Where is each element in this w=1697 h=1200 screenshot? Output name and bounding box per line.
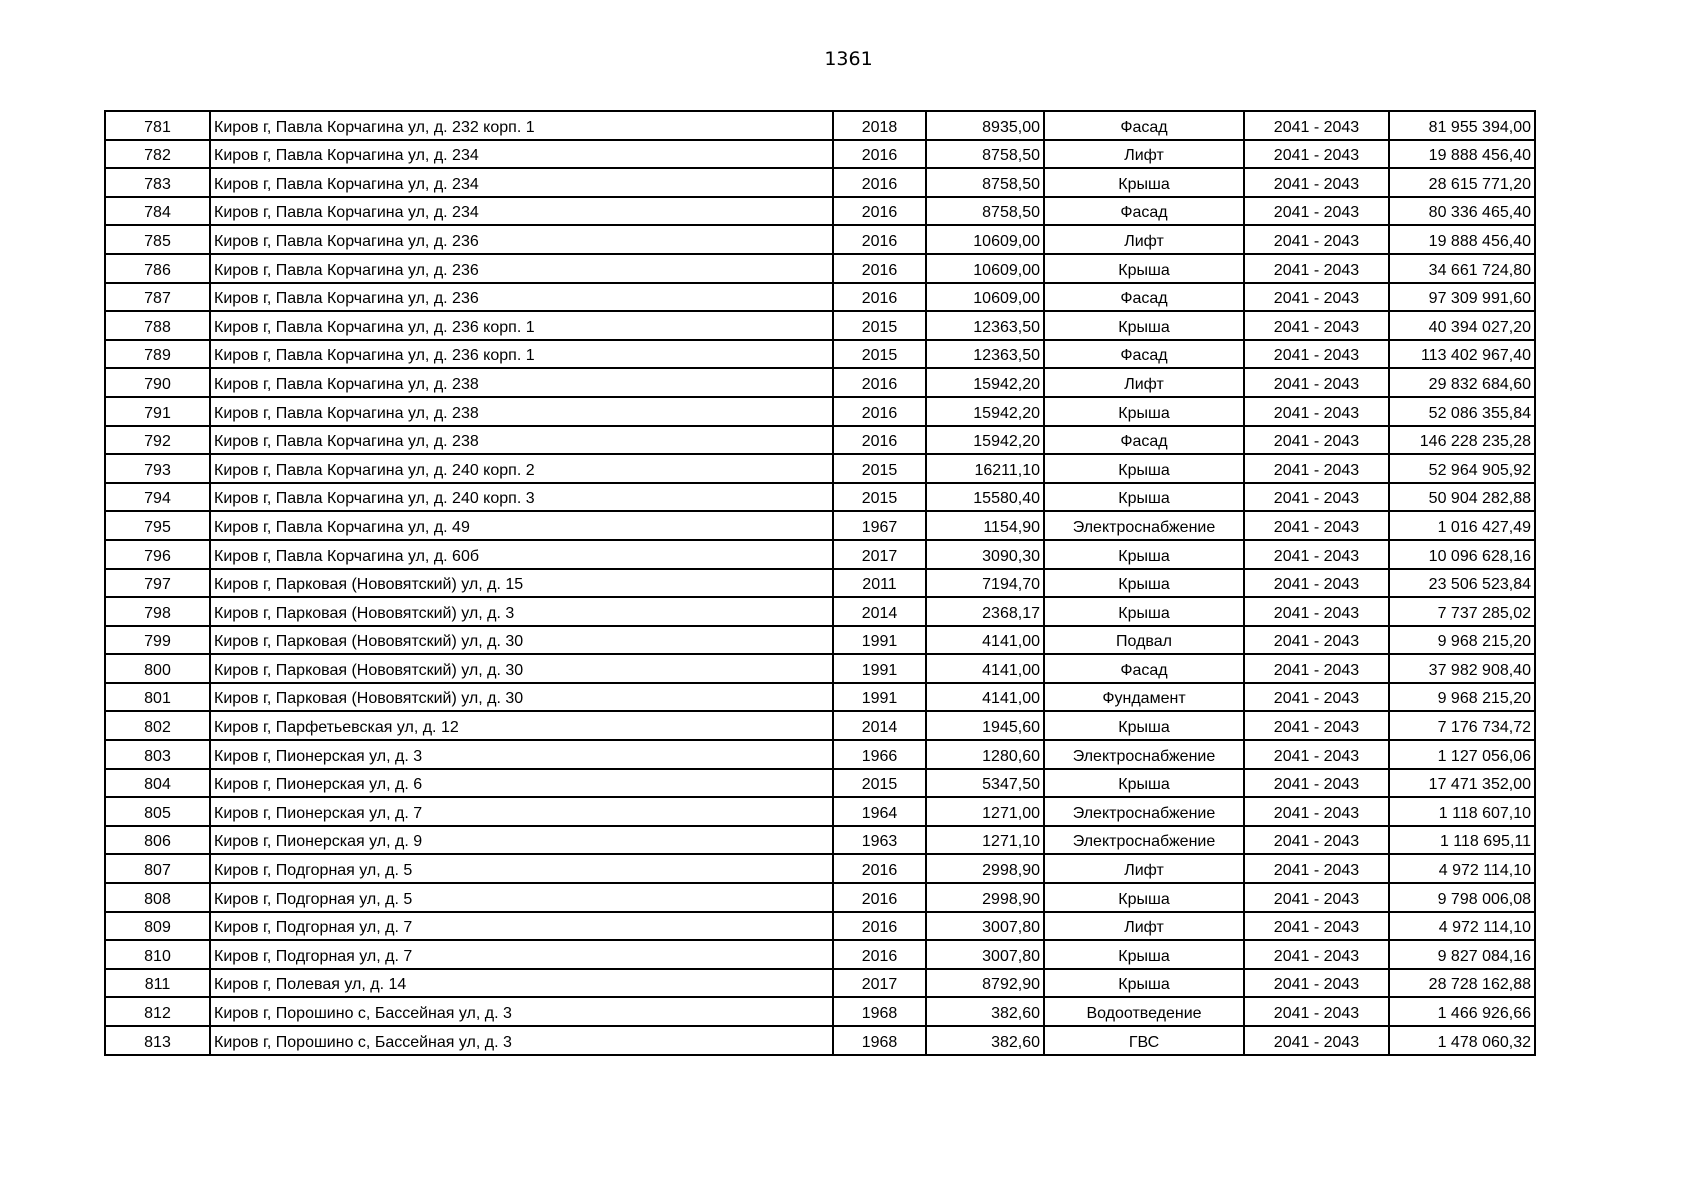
table-row (105, 540, 1535, 569)
table-row (105, 711, 1535, 740)
period-cell: 2041 - 2043 (1244, 740, 1389, 769)
table-row (105, 483, 1535, 512)
row-number-cell: 781 (105, 111, 210, 140)
area-cell: 10609,00 (926, 225, 1044, 254)
period-cell: 2041 - 2043 (1244, 426, 1389, 455)
table-row (105, 197, 1535, 226)
table-row (105, 140, 1535, 169)
page-number: 1361 (824, 48, 873, 70)
work-type-cell: Крыша (1044, 883, 1244, 912)
work-type-cell: Электроснабжение (1044, 740, 1244, 769)
year-cell: 1963 (833, 826, 926, 855)
table-row (105, 826, 1535, 855)
cost-cell: 146 228 235,28 (1389, 426, 1535, 455)
table-row (105, 340, 1535, 369)
table-row (105, 1026, 1535, 1055)
address-cell: Киров г, Павла Корчагина ул, д. 238 (210, 397, 833, 426)
address-cell: Киров г, Павла Корчагина ул, д. 236 (210, 254, 833, 283)
address-cell: Киров г, Порошино с, Бассейная ул, д. 3 (210, 1026, 833, 1055)
period-cell: 2041 - 2043 (1244, 997, 1389, 1026)
year-cell: 1964 (833, 797, 926, 826)
row-number-cell: 808 (105, 883, 210, 912)
row-number-cell: 782 (105, 140, 210, 169)
cost-cell: 9 827 084,16 (1389, 940, 1535, 969)
area-cell: 2998,90 (926, 883, 1044, 912)
row-number-cell: 805 (105, 797, 210, 826)
address-cell: Киров г, Подгорная ул, д. 7 (210, 940, 833, 969)
period-cell: 2041 - 2043 (1244, 340, 1389, 369)
address-cell: Киров г, Павла Корчагина ул, д. 236 корп. 1 (210, 340, 833, 369)
work-type-cell: Фасад (1044, 426, 1244, 455)
address-cell: Киров г, Парковая (Нововятский) ул, д. 30 (210, 683, 833, 712)
work-type-cell: Крыша (1044, 711, 1244, 740)
period-cell: 2041 - 2043 (1244, 769, 1389, 798)
address-cell: Киров г, Павла Корчагина ул, д. 234 (210, 197, 833, 226)
row-number-cell: 789 (105, 340, 210, 369)
address-cell: Киров г, Павла Корчагина ул, д. 236 корп. 1 (210, 311, 833, 340)
year-cell: 2014 (833, 597, 926, 626)
area-cell: 2368,17 (926, 597, 1044, 626)
table-row (105, 654, 1535, 683)
year-cell: 2015 (833, 769, 926, 798)
table-row (105, 254, 1535, 283)
area-cell: 12363,50 (926, 340, 1044, 369)
table-row (105, 769, 1535, 798)
work-type-cell: Фасад (1044, 197, 1244, 226)
area-cell: 382,60 (926, 997, 1044, 1026)
cost-cell: 7 176 734,72 (1389, 711, 1535, 740)
work-type-cell: Крыша (1044, 311, 1244, 340)
period-cell: 2041 - 2043 (1244, 797, 1389, 826)
table-row (105, 997, 1535, 1026)
table-row (105, 883, 1535, 912)
area-cell: 8758,50 (926, 140, 1044, 169)
address-cell: Киров г, Павла Корчагина ул, д. 236 (210, 283, 833, 312)
cost-cell: 7 737 285,02 (1389, 597, 1535, 626)
period-cell: 2041 - 2043 (1244, 140, 1389, 169)
table-row (105, 569, 1535, 598)
row-number-cell: 810 (105, 940, 210, 969)
registry-table (104, 110, 1536, 1056)
row-number-cell: 792 (105, 426, 210, 455)
period-cell: 2041 - 2043 (1244, 483, 1389, 512)
cost-cell: 1 118 607,10 (1389, 797, 1535, 826)
table-row (105, 454, 1535, 483)
work-type-cell: Подвал (1044, 626, 1244, 655)
area-cell: 4141,00 (926, 626, 1044, 655)
year-cell: 2015 (833, 311, 926, 340)
table-body (105, 111, 1535, 1055)
area-cell: 5347,50 (926, 769, 1044, 798)
work-type-cell: Крыша (1044, 397, 1244, 426)
area-cell: 1154,90 (926, 511, 1044, 540)
address-cell: Киров г, Парковая (Нововятский) ул, д. 3 (210, 597, 833, 626)
year-cell: 2011 (833, 569, 926, 598)
address-cell: Киров г, Павла Корчагина ул, д. 60б (210, 540, 833, 569)
row-number-cell: 812 (105, 997, 210, 1026)
period-cell: 2041 - 2043 (1244, 597, 1389, 626)
year-cell: 2016 (833, 426, 926, 455)
area-cell: 12363,50 (926, 311, 1044, 340)
year-cell: 1966 (833, 740, 926, 769)
row-number-cell: 802 (105, 711, 210, 740)
period-cell: 2041 - 2043 (1244, 168, 1389, 197)
cost-cell: 17 471 352,00 (1389, 769, 1535, 798)
cost-cell: 1 118 695,11 (1389, 826, 1535, 855)
work-type-cell: Фасад (1044, 283, 1244, 312)
area-cell: 1271,00 (926, 797, 1044, 826)
table-row (105, 597, 1535, 626)
cost-cell: 10 096 628,16 (1389, 540, 1535, 569)
period-cell: 2041 - 2043 (1244, 711, 1389, 740)
work-type-cell: Электроснабжение (1044, 511, 1244, 540)
year-cell: 2016 (833, 283, 926, 312)
work-type-cell: ГВС (1044, 1026, 1244, 1055)
work-type-cell: Крыша (1044, 454, 1244, 483)
cost-cell: 1 127 056,06 (1389, 740, 1535, 769)
row-number-cell: 790 (105, 368, 210, 397)
table-row (105, 111, 1535, 140)
cost-cell: 9 968 215,20 (1389, 683, 1535, 712)
area-cell: 10609,00 (926, 283, 1044, 312)
area-cell: 16211,10 (926, 454, 1044, 483)
year-cell: 2018 (833, 111, 926, 140)
year-cell: 2014 (833, 711, 926, 740)
year-cell: 2016 (833, 883, 926, 912)
address-cell: Киров г, Павла Корчагина ул, д. 240 корп. 2 (210, 454, 833, 483)
period-cell: 2041 - 2043 (1244, 969, 1389, 998)
period-cell: 2041 - 2043 (1244, 197, 1389, 226)
period-cell: 2041 - 2043 (1244, 454, 1389, 483)
period-cell: 2041 - 2043 (1244, 225, 1389, 254)
year-cell: 2016 (833, 168, 926, 197)
work-type-cell: Крыша (1044, 168, 1244, 197)
period-cell: 2041 - 2043 (1244, 683, 1389, 712)
row-number-cell: 785 (105, 225, 210, 254)
address-cell: Киров г, Павла Корчагина ул, д. 232 корп. 1 (210, 111, 833, 140)
address-cell: Киров г, Парковая (Нововятский) ул, д. 15 (210, 569, 833, 598)
period-cell: 2041 - 2043 (1244, 626, 1389, 655)
address-cell: Киров г, Пионерская ул, д. 9 (210, 826, 833, 855)
cost-cell: 9 968 215,20 (1389, 626, 1535, 655)
work-type-cell: Фасад (1044, 654, 1244, 683)
year-cell: 2016 (833, 368, 926, 397)
cost-cell: 1 016 427,49 (1389, 511, 1535, 540)
year-cell: 2016 (833, 197, 926, 226)
cost-cell: 28 615 771,20 (1389, 168, 1535, 197)
address-cell: Киров г, Павла Корчагина ул, д. 234 (210, 168, 833, 197)
address-cell: Киров г, Порошино с, Бассейная ул, д. 3 (210, 997, 833, 1026)
period-cell: 2041 - 2043 (1244, 283, 1389, 312)
address-cell: Киров г, Павла Корчагина ул, д. 238 (210, 426, 833, 455)
period-cell: 2041 - 2043 (1244, 826, 1389, 855)
table-row (105, 940, 1535, 969)
address-cell: Киров г, Павла Корчагина ул, д. 238 (210, 368, 833, 397)
cost-cell: 1 478 060,32 (1389, 1026, 1535, 1055)
work-type-cell: Крыша (1044, 483, 1244, 512)
cost-cell: 80 336 465,40 (1389, 197, 1535, 226)
area-cell: 15942,20 (926, 397, 1044, 426)
cost-cell: 1 466 926,66 (1389, 997, 1535, 1026)
year-cell: 2016 (833, 854, 926, 883)
area-cell: 15942,20 (926, 368, 1044, 397)
row-number-cell: 794 (105, 483, 210, 512)
area-cell: 15580,40 (926, 483, 1044, 512)
period-cell: 2041 - 2043 (1244, 940, 1389, 969)
row-number-cell: 795 (105, 511, 210, 540)
period-cell: 2041 - 2043 (1244, 569, 1389, 598)
cost-cell: 37 982 908,40 (1389, 654, 1535, 683)
table-row (105, 283, 1535, 312)
work-type-cell: Крыша (1044, 940, 1244, 969)
row-number-cell: 800 (105, 654, 210, 683)
address-cell: Киров г, Парфетьевская ул, д. 12 (210, 711, 833, 740)
area-cell: 382,60 (926, 1026, 1044, 1055)
area-cell: 10609,00 (926, 254, 1044, 283)
work-type-cell: Крыша (1044, 254, 1244, 283)
work-type-cell: Фундамент (1044, 683, 1244, 712)
period-cell: 2041 - 2043 (1244, 254, 1389, 283)
year-cell: 1991 (833, 683, 926, 712)
cost-cell: 40 394 027,20 (1389, 311, 1535, 340)
work-type-cell: Водоотведение (1044, 997, 1244, 1026)
table-row (105, 740, 1535, 769)
year-cell: 1967 (833, 511, 926, 540)
row-number-cell: 801 (105, 683, 210, 712)
table-row (105, 912, 1535, 941)
work-type-cell: Крыша (1044, 969, 1244, 998)
area-cell: 3090,30 (926, 540, 1044, 569)
table-row (105, 397, 1535, 426)
period-cell: 2041 - 2043 (1244, 397, 1389, 426)
address-cell: Киров г, Пионерская ул, д. 3 (210, 740, 833, 769)
area-cell: 3007,80 (926, 940, 1044, 969)
address-cell: Киров г, Полевая ул, д. 14 (210, 969, 833, 998)
year-cell: 1991 (833, 626, 926, 655)
period-cell: 2041 - 2043 (1244, 854, 1389, 883)
work-type-cell: Крыша (1044, 569, 1244, 598)
work-type-cell: Крыша (1044, 597, 1244, 626)
cost-cell: 9 798 006,08 (1389, 883, 1535, 912)
cost-cell: 4 972 114,10 (1389, 854, 1535, 883)
year-cell: 2015 (833, 483, 926, 512)
cost-cell: 97 309 991,60 (1389, 283, 1535, 312)
row-number-cell: 804 (105, 769, 210, 798)
work-type-cell: Крыша (1044, 540, 1244, 569)
table-row (105, 168, 1535, 197)
address-cell: Киров г, Подгорная ул, д. 7 (210, 912, 833, 941)
cost-cell: 29 832 684,60 (1389, 368, 1535, 397)
row-number-cell: 791 (105, 397, 210, 426)
year-cell: 2016 (833, 940, 926, 969)
work-type-cell: Лифт (1044, 225, 1244, 254)
table-row (105, 854, 1535, 883)
period-cell: 2041 - 2043 (1244, 511, 1389, 540)
area-cell: 7194,70 (926, 569, 1044, 598)
address-cell: Киров г, Павла Корчагина ул, д. 240 корп. 3 (210, 483, 833, 512)
area-cell: 4141,00 (926, 683, 1044, 712)
cost-cell: 28 728 162,88 (1389, 969, 1535, 998)
period-cell: 2041 - 2043 (1244, 1026, 1389, 1055)
work-type-cell: Электроснабжение (1044, 797, 1244, 826)
address-cell: Киров г, Павла Корчагина ул, д. 236 (210, 225, 833, 254)
address-cell: Киров г, Пионерская ул, д. 6 (210, 769, 833, 798)
cost-cell: 19 888 456,40 (1389, 225, 1535, 254)
area-cell: 15942,20 (926, 426, 1044, 455)
row-number-cell: 787 (105, 283, 210, 312)
area-cell: 2998,90 (926, 854, 1044, 883)
row-number-cell: 807 (105, 854, 210, 883)
year-cell: 1968 (833, 997, 926, 1026)
year-cell: 2015 (833, 340, 926, 369)
row-number-cell: 796 (105, 540, 210, 569)
address-cell: Киров г, Павла Корчагина ул, д. 234 (210, 140, 833, 169)
table-row (105, 683, 1535, 712)
row-number-cell: 809 (105, 912, 210, 941)
cost-cell: 113 402 967,40 (1389, 340, 1535, 369)
area-cell: 8792,90 (926, 969, 1044, 998)
area-cell: 8758,50 (926, 168, 1044, 197)
area-cell: 1945,60 (926, 711, 1044, 740)
cost-cell: 19 888 456,40 (1389, 140, 1535, 169)
table-row (105, 511, 1535, 540)
year-cell: 2016 (833, 140, 926, 169)
cost-cell: 52 086 355,84 (1389, 397, 1535, 426)
table-row (105, 626, 1535, 655)
address-cell: Киров г, Павла Корчагина ул, д. 49 (210, 511, 833, 540)
cost-cell: 52 964 905,92 (1389, 454, 1535, 483)
year-cell: 2016 (833, 254, 926, 283)
area-cell: 8935,00 (926, 111, 1044, 140)
year-cell: 2017 (833, 969, 926, 998)
row-number-cell: 793 (105, 454, 210, 483)
table-row (105, 969, 1535, 998)
row-number-cell: 788 (105, 311, 210, 340)
work-type-cell: Лифт (1044, 140, 1244, 169)
work-type-cell: Фасад (1044, 111, 1244, 140)
period-cell: 2041 - 2043 (1244, 883, 1389, 912)
work-type-cell: Крыша (1044, 769, 1244, 798)
period-cell: 2041 - 2043 (1244, 912, 1389, 941)
area-cell: 3007,80 (926, 912, 1044, 941)
address-cell: Киров г, Пионерская ул, д. 7 (210, 797, 833, 826)
cost-cell: 4 972 114,10 (1389, 912, 1535, 941)
period-cell: 2041 - 2043 (1244, 654, 1389, 683)
cost-cell: 34 661 724,80 (1389, 254, 1535, 283)
period-cell: 2041 - 2043 (1244, 311, 1389, 340)
period-cell: 2041 - 2043 (1244, 368, 1389, 397)
row-number-cell: 806 (105, 826, 210, 855)
table-row (105, 368, 1535, 397)
work-type-cell: Фасад (1044, 340, 1244, 369)
address-cell: Киров г, Парковая (Нововятский) ул, д. 30 (210, 654, 833, 683)
row-number-cell: 811 (105, 969, 210, 998)
year-cell: 2016 (833, 225, 926, 254)
year-cell: 2016 (833, 397, 926, 426)
table-row (105, 225, 1535, 254)
year-cell: 1991 (833, 654, 926, 683)
area-cell: 8758,50 (926, 197, 1044, 226)
work-type-cell: Электроснабжение (1044, 826, 1244, 855)
address-cell: Киров г, Парковая (Нововятский) ул, д. 30 (210, 626, 833, 655)
table-row (105, 426, 1535, 455)
row-number-cell: 813 (105, 1026, 210, 1055)
table-row (105, 797, 1535, 826)
table-row (105, 311, 1535, 340)
work-type-cell: Лифт (1044, 912, 1244, 941)
year-cell: 1968 (833, 1026, 926, 1055)
work-type-cell: Лифт (1044, 368, 1244, 397)
row-number-cell: 783 (105, 168, 210, 197)
row-number-cell: 784 (105, 197, 210, 226)
address-cell: Киров г, Подгорная ул, д. 5 (210, 883, 833, 912)
cost-cell: 23 506 523,84 (1389, 569, 1535, 598)
cost-cell: 50 904 282,88 (1389, 483, 1535, 512)
address-cell: Киров г, Подгорная ул, д. 5 (210, 854, 833, 883)
area-cell: 1280,60 (926, 740, 1044, 769)
year-cell: 2017 (833, 540, 926, 569)
area-cell: 4141,00 (926, 654, 1044, 683)
row-number-cell: 786 (105, 254, 210, 283)
cost-cell: 81 955 394,00 (1389, 111, 1535, 140)
period-cell: 2041 - 2043 (1244, 540, 1389, 569)
row-number-cell: 799 (105, 626, 210, 655)
row-number-cell: 798 (105, 597, 210, 626)
year-cell: 2016 (833, 912, 926, 941)
year-cell: 2015 (833, 454, 926, 483)
area-cell: 1271,10 (926, 826, 1044, 855)
work-type-cell: Лифт (1044, 854, 1244, 883)
row-number-cell: 797 (105, 569, 210, 598)
row-number-cell: 803 (105, 740, 210, 769)
period-cell: 2041 - 2043 (1244, 111, 1389, 140)
